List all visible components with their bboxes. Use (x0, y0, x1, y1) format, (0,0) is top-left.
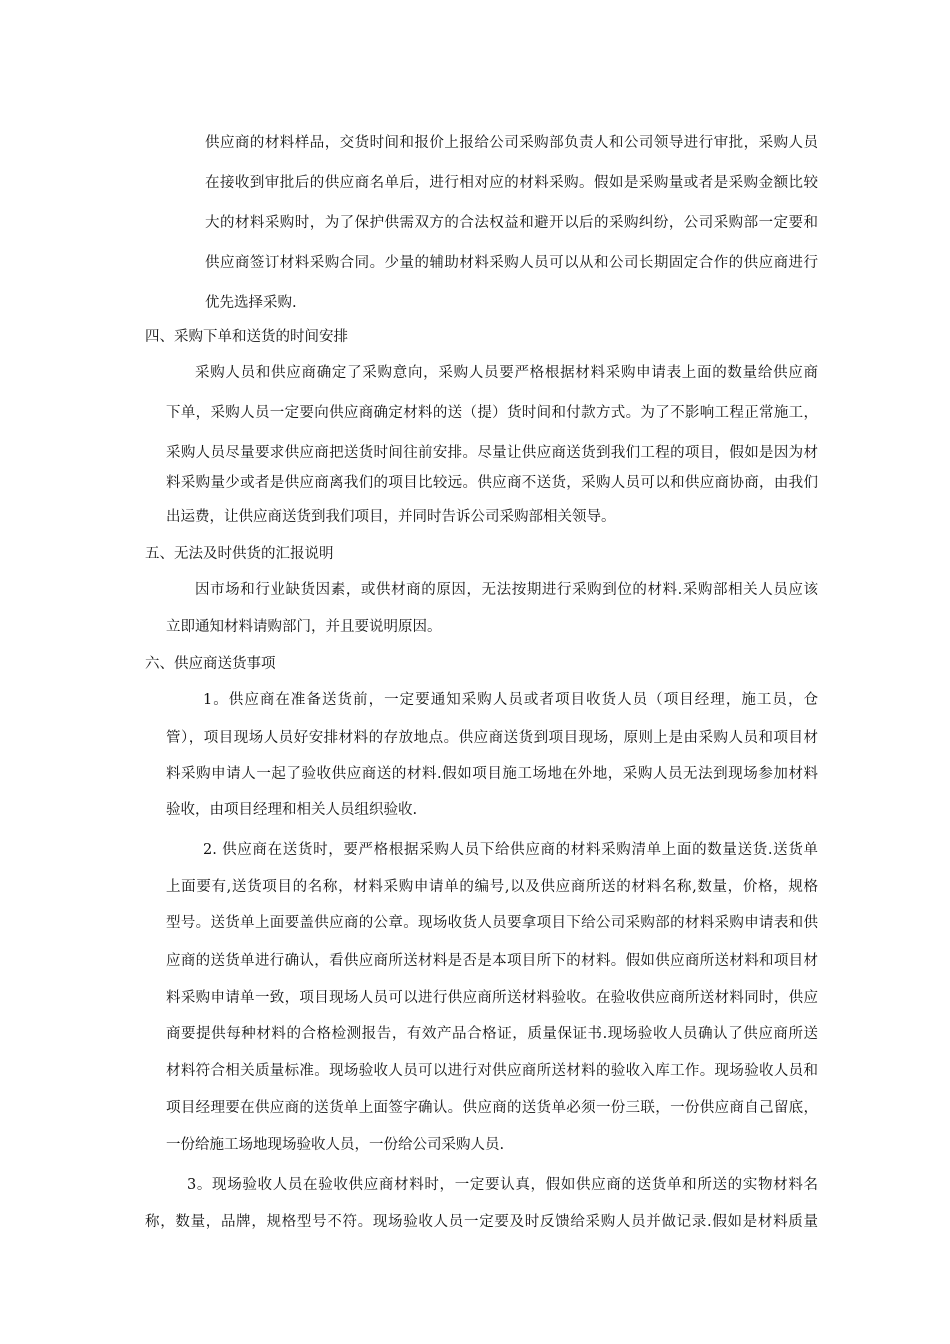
text-line: 2. 供应商在送货时，要严格根据采购人员下给供应商的材料采购清单上面的数量送货.送货单 (203, 842, 818, 858)
text-line: 商要提供每种材料的合格检测报告，有效产品合格证，质量保证书.现场验收人员确认了供应商所送 (166, 1026, 818, 1042)
text-line: 出运费，让供应商送货到我们项目，并同时告诉公司采购部相关领导。 (166, 509, 616, 525)
text-line: 材料符合相关质量标准。现场验收人员可以进行对供应商所送材料的验收入库工作。现场验收人员和 (166, 1063, 818, 1079)
text-line: 料采购申请人一起了验收供应商送的材料.假如项目施工场地在外地，采购人员无法到现场参加材料 (166, 766, 818, 782)
text-line: 供应商签订材料采购合同。少量的辅助材料采购人员可以从和公司长期固定合作的供应商进行 (205, 255, 818, 271)
text-line: 立即通知材料请购部门，并且要说明原因。 (166, 619, 442, 635)
text-line: 因市场和行业缺货因素，或供材商的原因，无法按期进行采购到位的材料.采购部相关人员应该 (195, 582, 818, 598)
text-line: 料采购量少或者是供应商离我们的项目比较远。供应商不送货，采购人员可以和供应商协商，由我们 (166, 475, 818, 491)
section-heading-4: 四、采购下单和送货的时间安排 (145, 329, 348, 345)
text-line: 供应商的材料样品，交货时间和报价上报给公司采购部负责人和公司领导进行审批，采购人员 (205, 135, 818, 151)
text-line: 应商的送货单进行确认，看供应商所送材料是否是本项目所下的材料。假如供应商所送材料和项目材 (166, 953, 818, 969)
text-line: 采购人员尽量要求供应商把送货时间往前安排。尽量让供应商送货到我们工程的项目，假如是因为材 (166, 445, 818, 461)
text-line: 型号。送货单上面要盖供应商的公章。现场收货人员要拿项目下给公司采购部的材料采购申请表和供 (166, 915, 818, 931)
text-line: 上面要有,送货项目的名称，材料采购申请单的编号,以及供应商所送的材料名称,数量，价格，规格 (166, 879, 818, 895)
text-line: 大的材料采购时，为了保护供需双方的合法权益和避开以后的采购纠纷，公司采购部一定要和 (205, 215, 818, 231)
text-line: 料采购申请单一致，项目现场人员可以进行供应商所送材料验收。在验收供应商所送材料同时，供应 (166, 990, 818, 1006)
text-line: 一份给施工场地现场验收人员，一份给公司采购人员. (166, 1137, 505, 1153)
text-line: 称，数量，品牌，规格型号不符。现场验收人员一定要及时反馈给采购人员并做记录.假如是材料质量 (145, 1214, 818, 1230)
text-line: 优先选择采购. (205, 295, 297, 311)
text-line: 采购人员和供应商确定了采购意向，采购人员要严格根据材料采购申请表上面的数量给供应商 (195, 365, 818, 381)
text-line: 验收，由项目经理和相关人员组织验收. (166, 802, 418, 818)
text-line: 项目经理要在供应商的送货单上面签字确认。供应商的送货单必须一份三联，一份供应商自己留底， (166, 1100, 818, 1116)
text-line: 3。现场验收人员在验收供应商材料时，一定要认真，假如供应商的送货单和所送的实物材料名 (187, 1177, 818, 1193)
section-heading-6: 六、供应商送货事项 (145, 656, 276, 672)
text-line: 在接收到审批后的供应商名单后，进行相对应的材料采购。假如是采购量或者是采购金额比较 (205, 175, 818, 191)
section-heading-5: 五、无法及时供货的汇报说明 (145, 546, 334, 562)
text-line: 下单，采购人员一定要向供应商确定材料的送（提）货时间和付款方式。为了不影响工程正常施工， (166, 405, 818, 421)
text-line: 管），项目现场人员好安排材料的存放地点。供应商送货到项目现场，原则上是由采购人员和项目材 (166, 730, 818, 746)
text-line: 1。供应商在准备送货前，一定要通知采购人员或者项目收货人员（项目经理，施工员，仓 (203, 692, 818, 708)
